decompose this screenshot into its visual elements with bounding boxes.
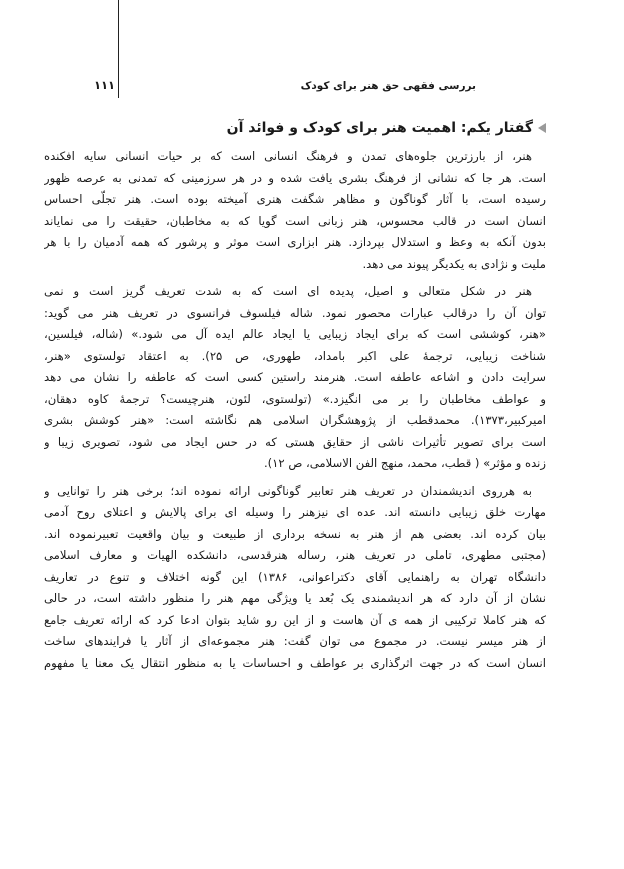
text-line: نشان از آن دارد که هر اندیشمندی یک بُعد یا ویژگی مهم هنر را منظور داشته است، در حالی [44, 591, 546, 605]
text-line: سرایت دادن و اشاعه عاطفه است. هنرمند راستین کسی است که عاطفه را نشان می دهد [44, 370, 546, 384]
paragraph [44, 146, 546, 275]
text-line: «هنر، کوششی است که برای ایجاد زیبایی یا ایجاد عالم ایده آل می شود.» (شاله، فیلسین، [44, 327, 546, 341]
text-line: شناخت زیبایی، ترجمهٔ علی اکبر بامداد، طهوری، ص ۲۵). به اعتقاد تولستوی «هنر، [44, 348, 546, 363]
triangle-marker-icon [538, 123, 546, 133]
text-line: هنر در شکل متعالی و اصیل، پدیده ای است که به شدت تعریف گریز است و نمی [44, 284, 532, 298]
paragraph [44, 281, 546, 475]
text-line: (مجتبی مطهری، تاملی در تعریف هنر، رساله هنرقدسی، دانشکده الهیات و معارف اسلامی [44, 548, 546, 562]
paragraph [44, 481, 546, 675]
text-line: بدون آنکه به وعظ و استدلال بپردازد. هنر ابزاری است موثر و پرشور که همه آدمیان را با هر [44, 235, 546, 249]
text-line: ملیت و نژادی به یکدیگر پیوند می دهد. [362, 256, 546, 271]
text-line: زنده و مؤثر» ( قطب، محمد، منهج الفن الاسلامی، ص ۱۲). [263, 456, 546, 470]
text-line: انسان است که در جهت اثرگذاری بر عواطف و احساسات یا به منظور انتقال یک معنا یا مفهوم [44, 655, 546, 670]
text-line: توان آن را درقالب عبارات محصور نمود. شاله فیلسوف فرانسوی در تعریف هنر می گوید: [44, 305, 546, 320]
text-line: که هنر کاملا ترکیبی از همه ی آن هاست و از این رو شاید بتوان ادعا کرد که ارائه تعریف جامع [44, 612, 546, 627]
text-line: بیان کرده اند. بعضی هم از هنر به نسخه برداری از طبیعت و بیان واقعیت تعبیرنموده اند. [44, 526, 546, 541]
text-line: به هرروی اندیشمندان در تعریف هنر تعابیر گوناگونی ارائه نموده اند؛ برخی هنر را توانایی و [44, 483, 532, 498]
section-heading [76, 120, 546, 136]
text-line: مهارت خلق زیبایی دانسته اند. عده ای نیزهنر را وسیله ای برای پالایش و اعتلای روح آدمی [44, 505, 546, 519]
text-line: رسیده است، با آثار گوناگون و مظاهر شگفت هنری آمیخته بوده است. هنر تجلّی احساس [44, 192, 546, 206]
section-title: گفتار یکم: اهمیت هنر برای کودک و فوائد آن [226, 120, 533, 136]
page-number: ۱۱۱ [94, 78, 116, 92]
text-line: هنر، از بارزترین جلوه‌های تمدن و فرهنگ انسانی است که بر حیات انسانی سایه افکنده [44, 149, 532, 163]
page-margin-rule [118, 0, 119, 98]
text-line: است برای تصویر تأثیرات ناشی از حقایق هستی که در حس ایجاد می شود، تصویری زیبا و [44, 434, 546, 449]
body-text [44, 146, 546, 674]
text-line: امیرکبیر،۱۳۷۳). محمدقطب از پژوهشگران اسلامی هم نگاشته است: «هنر کوشش بشری [44, 413, 546, 427]
text-line: دانشگاه تهران به راهنمایی آقای دکتراعوانی، ۱۳۸۶) این گونه اختلاف و تنوع در تعاریف [44, 569, 546, 584]
running-header: بررسی فقهی حق هنر برای کودک [300, 80, 476, 92]
text-line: و عواطف مخاطبان را بر می انگیزد.» (تولستوی، لئون، هنرچیست؟ ترجمهٔ کاوه دهقان، [44, 391, 546, 406]
text-line: انسان است در قالب محسوس، هنر زبانی است گویا که به مخاطبان، حقیقت را می نمایاند [44, 213, 546, 228]
text-line: از هنر میسر نیست. در مجموع می توان گفت: هنر مجموعه‌ای از آثار یا فرایندهای ساخت [44, 634, 546, 648]
text-line: است. هر جا که نشانی از فرهنگ بشری یافت شده و در هر سرزمینی که تمدنی به عرصه ظهور [44, 170, 546, 185]
